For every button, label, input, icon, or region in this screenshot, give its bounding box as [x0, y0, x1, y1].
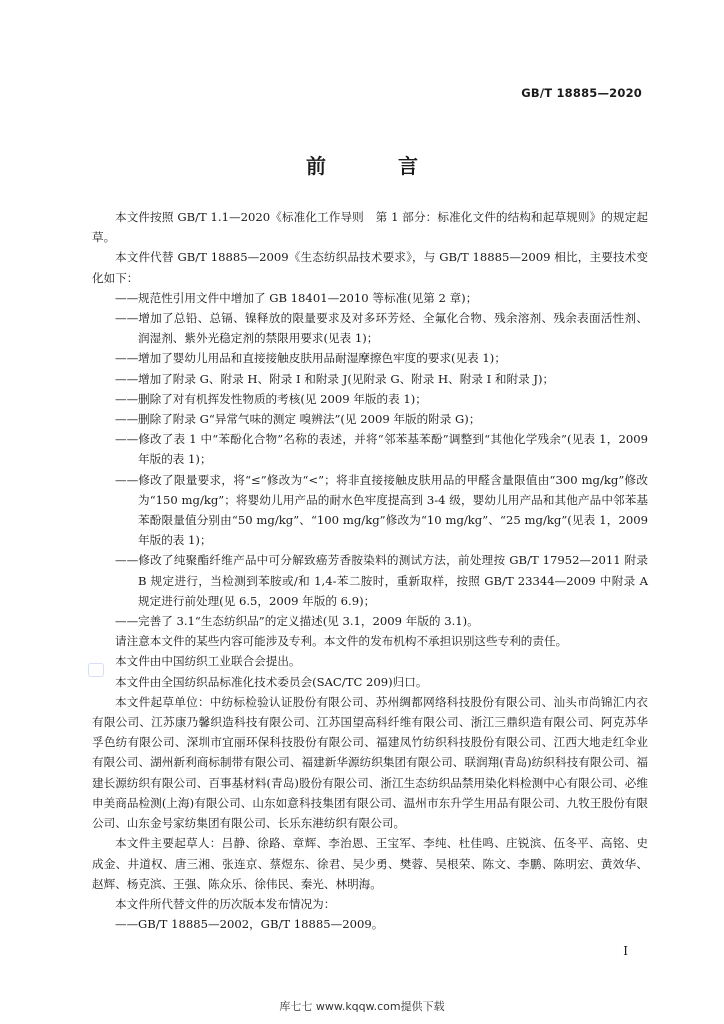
watermark-icon [88, 663, 104, 677]
dash-marker: —— [115, 371, 139, 386]
change-item [92, 470, 648, 551]
dash-marker: —— [115, 311, 139, 326]
dash-marker: —— [115, 917, 139, 932]
history-text: GB/T 18885—2002，GB/T 18885—2009。 [138, 917, 384, 932]
paragraph-proposer: 本文件由中国纺织工业联合会提出。 [115, 654, 301, 669]
change-text: 删除了附录 G“异常气味的测定 嗅辨法”(见 2009 年版的附录 G)； [138, 412, 481, 427]
standard-code: GB/T 18885—2020 [521, 86, 642, 100]
change-item [92, 308, 648, 348]
paragraph-drafters: 本文件主要起草人：吕静、徐路、章辉、李治恩、王宝军、李纯、杜佳鸣、庄锐滨、伍冬平、高铭、史成金、井道权、唐三湘、张连京、蔡煜东、徐君、吴少勇、樊蓉、吴根荣、陈文、李鹏、陈明宏、黄效华、赵辉、杨克滨、王强、陈众乐、徐伟民、秦光、林明海。 [92, 836, 648, 891]
download-footer: 库七七 www.kqqw.com提供下载 [279, 1000, 445, 1013]
change-text: 增加了附录 G、附录 H、附录 I 和附录 J(见附录 G、附录 H、附录 I 和附录 J)； [138, 371, 555, 386]
change-text: 增加了婴幼儿用品和直接接触皮肤用品耐湿摩擦色牢度的要求(见表 1)； [138, 351, 506, 366]
change-item [92, 409, 648, 429]
paragraph-patent-notice: 请注意本文件的某些内容可能涉及专利。本文件的发布机构不承担识别这些专利的责任。 [115, 634, 568, 649]
history-item [92, 914, 648, 934]
change-text: 修改了表 1 中“苯酚化合物”名称的表述，并将“邻苯基苯酚”调整到“其他化学残余”(见表 1，2009 年版的表 1)； [138, 432, 648, 467]
dash-marker: —— [115, 432, 139, 447]
dash-marker: —— [115, 472, 139, 487]
paragraph-history-intro: 本文件所代替文件的历次版本发布情况为： [115, 896, 336, 911]
change-item [92, 348, 648, 368]
paragraph-drafting-rules: 本文件按照 GB/T 1.1—2020《标准化工作导则 第 1 部分：标准化文件的结构和起草规则》的规定起草。 [92, 210, 648, 245]
page-number: I [623, 944, 628, 958]
change-item [92, 429, 648, 469]
dash-marker: —— [115, 290, 139, 305]
dash-marker: —— [115, 412, 139, 427]
change-text: 规范性引用文件中增加了 GB 18401—2010 等标准(见第 2 章)； [138, 290, 478, 305]
change-text: 增加了总铅、总镉、镍释放的限量要求及对多环芳烃、全氟化合物、残余溶剂、残余表面活性剂、润湿剂、紫外光稳定剂的禁限用要求(见表 1)； [138, 311, 648, 346]
change-item [92, 550, 648, 611]
change-item [92, 288, 648, 308]
dash-marker: —— [115, 391, 139, 406]
paragraph-committee: 本文件由全国纺织品标准化技术委员会(SAC/TC 209)归口。 [115, 674, 428, 689]
dash-marker: —— [115, 614, 139, 629]
change-text: 修改了限量要求，将“≤”修改为“<”；将非直接接触皮肤用品的甲醛含量限值由“300 mg/kg”修改为“150 mg/kg”；将婴幼儿用产品的耐水色牢度提高到 3-4 级，婴幼儿用产品和其他产品中邻苯基苯酚限量值分别由“50 mg/kg”、“100 mg/kg”修改为“10 mg/kg”、“25 mg/kg”(见表 1，2009 年版的表 1)； [138, 472, 648, 548]
paragraph-replacement: 本文件代替 GB/T 18885—2009《生态纺织品技术要求》，与 GB/T 18885—2009 相比，主要技术变化如下： [92, 250, 648, 285]
change-item [92, 389, 648, 409]
change-item [92, 369, 648, 389]
dash-marker: —— [115, 351, 139, 366]
change-text: 修改了纯聚酯纤维产品中可分解致癌芳香胺染料的测试方法，前处理按 GB/T 17952—2011 附录 B 规定进行，当检测到苯胺或/和 1,4-苯二胺时，重新取样，按照 GB/T 23344—2009 中附录 A 规定进行前处理(见 6.5，2009 年版的 6.9)； [138, 553, 648, 608]
change-text: 删除了对有机挥发性物质的考核(见 2009 年版的表 1)； [138, 391, 427, 406]
page-title: 前 言 [306, 154, 444, 178]
paragraph-drafting-units: 本文件起草单位：中纺标检验认证股份有限公司、苏州绸都网络科技股份有限公司、汕头市尚锦汇内衣有限公司、江苏康乃馨织造科技有限公司、江苏国望高科纤维有限公司、浙江三鼎织造有限公司、阿克苏华孚色纺有限公司、深圳市宜丽环保科技股份有限公司、福建凤竹纺织科技股份有限公司、江西大地走红伞业有限公司、湖州新利商标制带有限公司、福建新华源纺织集团有限公司、联润翔(青岛)纺织科技有限公司、福建长源纺织有限公司、百事基材料(青岛)股份有限公司、浙江生态纺织品禁用染化料检测中心有限公司、必维申美商品检测(上海)有限公司、山东如意科技集团有限公司、温州市东升学生用品有限公司、九牧王股份有限公司、山东金号家纺集团有限公司、长乐东港纺织有限公司。 [92, 694, 648, 831]
dash-marker: —— [115, 553, 139, 568]
change-item [92, 611, 648, 631]
foreword-body [92, 207, 648, 934]
change-text: 完善了 3.1“生态纺织品”的定义描述(见 3.1，2009 年版的 3.1)。 [138, 614, 479, 629]
